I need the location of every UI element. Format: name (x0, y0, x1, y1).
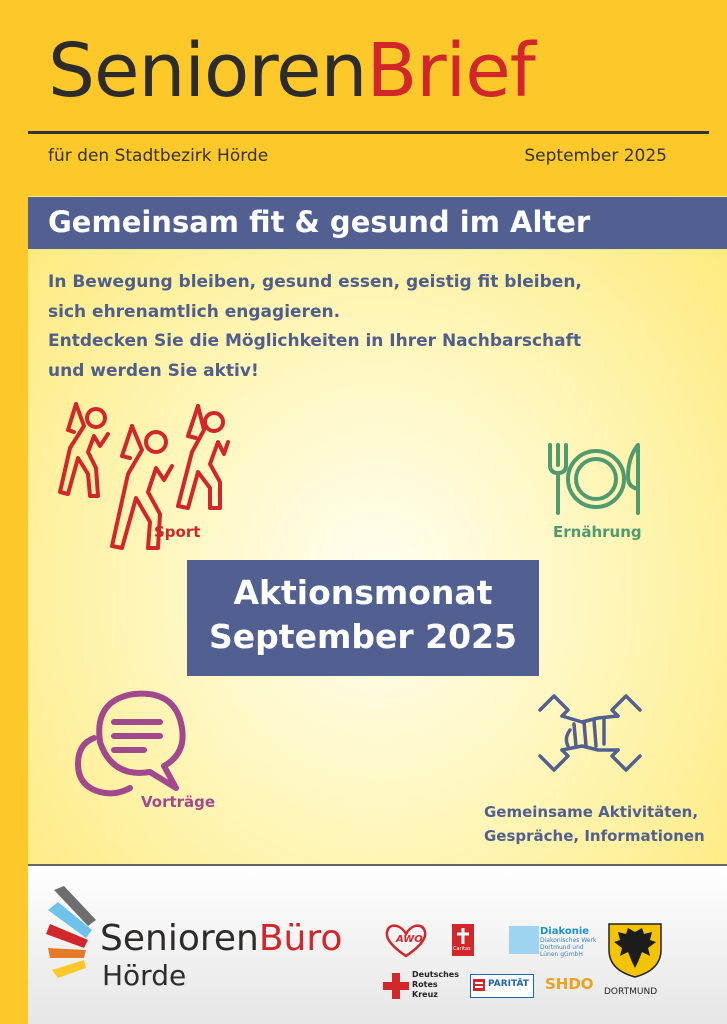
intro-line: sich ehrenamtlich engagieren. (48, 301, 341, 322)
joined-hands-icon (534, 688, 646, 778)
drk-line3: Kreuz (412, 990, 438, 999)
dortmund-eagle-crest-icon (606, 922, 664, 978)
paritaet-equals-icon (473, 979, 485, 991)
activities-label-line2: Gespräche, Informationen (484, 827, 705, 845)
activities-label-line1: Gemeinsame Aktivitäten, (484, 803, 699, 821)
speech-bubbles-icon (72, 686, 192, 802)
seniorenbuero-part2: Büro (258, 918, 343, 959)
drk-line2: Rotes (412, 980, 438, 989)
diakonie-title: Diakonie (540, 926, 590, 937)
masthead-subtitle: für den Stadtbezirk Hörde (48, 146, 269, 166)
intro-line: Entdecken Sie die Möglichkeiten in Ihrer Nachbarschaft (48, 331, 582, 351)
action-box-line1: Aktionsmonat (233, 573, 493, 612)
intro-line: In Bewegung bleiben, gesund essen, geistig fit bleiben, (48, 272, 582, 292)
sport-label: Sport (154, 523, 201, 541)
seniorenbuero-logo-text (100, 918, 343, 959)
red-cross-icon (383, 973, 409, 999)
intro-text (48, 268, 608, 386)
masthead-divider (28, 131, 709, 134)
drk-line1: Deutsches (412, 970, 459, 979)
action-month-box (187, 560, 539, 676)
nutrition-label: Ernährung (553, 523, 642, 541)
headline-bar (28, 197, 727, 249)
issue-date: September 2025 (524, 146, 667, 166)
action-box-line2: September 2025 (209, 617, 517, 656)
talks-label: Vorträge (141, 793, 216, 811)
awo-logo-text: AWO (396, 934, 423, 945)
headline: Gemeinsam fit & gesund im Alter (48, 205, 591, 239)
exercise-people-icon (48, 396, 232, 552)
masthead-title (48, 28, 535, 114)
masthead-title-senioren: Senioren (48, 28, 367, 114)
seniorenbuero-fan-logo-icon (46, 886, 98, 978)
plate-cutlery-icon (546, 443, 646, 517)
diakonie-line2: Dortmund und (540, 944, 584, 951)
paritaet-text: PARITÄT (488, 979, 529, 989)
caritas-logo-text: Caritas (453, 946, 471, 952)
shdo-logo-text: SHDO (545, 975, 594, 993)
seniorenbuero-part1: Senioren (100, 918, 259, 959)
diakonie-line3: Lünen gGmbH (540, 951, 583, 958)
dortmund-text: DORTMUND (604, 987, 658, 997)
seniorenbuero-district: Hörde (102, 959, 187, 992)
intro-line: und werden Sie aktiv! (48, 360, 259, 381)
diakonie-line1: Diakonisches Werk (540, 937, 597, 944)
diakonie-logo-box (509, 926, 539, 954)
masthead-title-brief: Brief (366, 28, 535, 114)
